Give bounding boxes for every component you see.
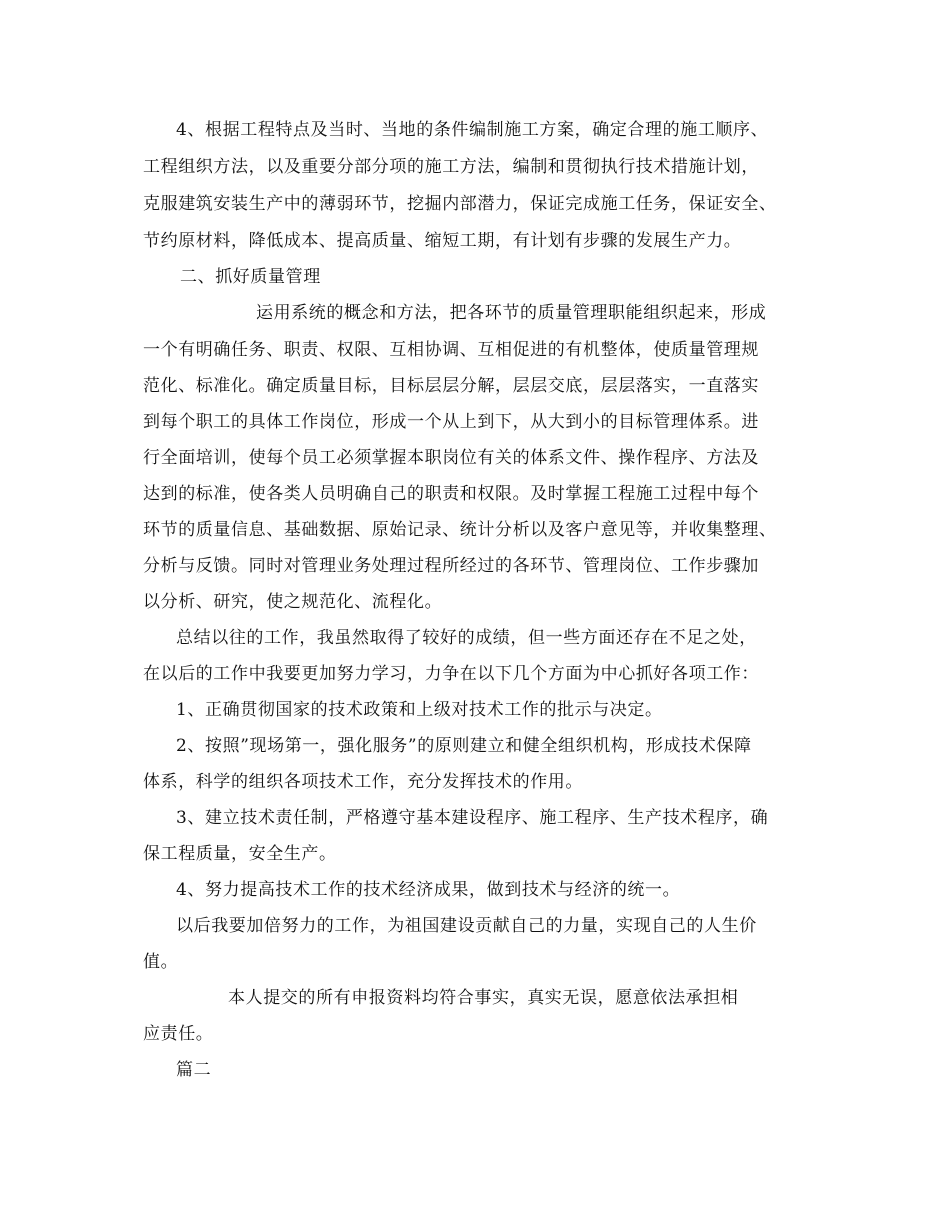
list-item-continuation: 体系，科学的组织各项技术工作，充分发挥技术的作用。 [143, 772, 583, 792]
list-item-continuation: 保工程质量，安全生产。 [143, 844, 337, 864]
paragraph-line: 克服建筑安装生产中的薄弱环节，挖掘内部潜力，保证完成施工任务，保证安全、 [143, 194, 777, 214]
list-item: 3、建立技术责任制，严格遵守基本建设程序、施工程序、生产技术程序，确 [176, 808, 769, 828]
declaration-line: 应责任。 [143, 1024, 214, 1044]
list-item: 1、正确贯彻国家的技术政策和上级对技术工作的批示与决定。 [176, 700, 663, 720]
paragraph-line: 到每个职工的具体工作岗位，形成一个从上到下，从大到小的目标管理体系。进 [143, 412, 759, 432]
declaration-line: 本人提交的所有申报资料均符合事实，真实无误，愿意依法承担相 [228, 988, 739, 1008]
paragraph-line: 分析与反馈。同时对管理业务处理过程所经过的各环节、管理岗位、工作步骤加 [143, 556, 759, 576]
paragraph-line: 一个有明确任务、职责、权限、互相协调、互相促进的有机整体，使质量管理规 [143, 340, 759, 360]
paragraph-line: 节约原材料，降低成本、提高质量、缩短工期，有计划有步骤的发展生产力。 [143, 231, 742, 251]
paragraph-line: 范化、标准化。确定质量目标，目标层层分解，层层交底，层层落实，一直落实 [143, 376, 759, 396]
section-heading: 二、抓好质量管理 [180, 267, 321, 287]
list-item: 2、按照”现场第一，强化服务”的原则建立和健全组织机构，形成技术保障 [176, 736, 752, 756]
paragraph-line: 环节的质量信息、基础数据、原始记录、统计分析以及客户意见等，并收集整理、 [143, 520, 777, 540]
paragraph-line: 以分析、研究，使之规范化、流程化。 [143, 592, 443, 612]
paragraph-line: 值。 [143, 952, 179, 972]
section-heading: 篇二 [176, 1060, 212, 1080]
paragraph-line: 总结以往的工作，我虽然取得了较好的成绩，但一些方面还存在不足之处， [176, 628, 757, 648]
list-item: 4、努力提高技术工作的技术经济成果，做到技术与经济的统一。 [176, 880, 681, 900]
paragraph-line: 运用系统的概念和方法，把各环节的质量管理职能组织起来，形成 [256, 303, 767, 323]
paragraph-line: 以后我要加倍努力的工作，为祖国建设贡献自己的力量，实现自己的人生价 [176, 916, 757, 936]
paragraph-line: 在以后的工作中我要更加努力学习，力争在以下几个方面为中心抓好各项工作： [143, 664, 759, 684]
paragraph-line: 行全面培训，使每个员工必须掌握本职岗位有关的体系文件、操作程序、方法及 [143, 448, 759, 468]
paragraph-line: 4、根据工程特点及当时、当地的条件编制施工方案，确定合理的施工顺序、 [176, 120, 769, 140]
paragraph-line: 达到的标准，使各类人员明确自己的职责和权限。及时掌握工程施工过程中每个 [143, 484, 759, 504]
paragraph-line: 工程组织方法，以及重要分部分项的施工方法，编制和贯彻执行技术措施计划， [143, 157, 759, 177]
